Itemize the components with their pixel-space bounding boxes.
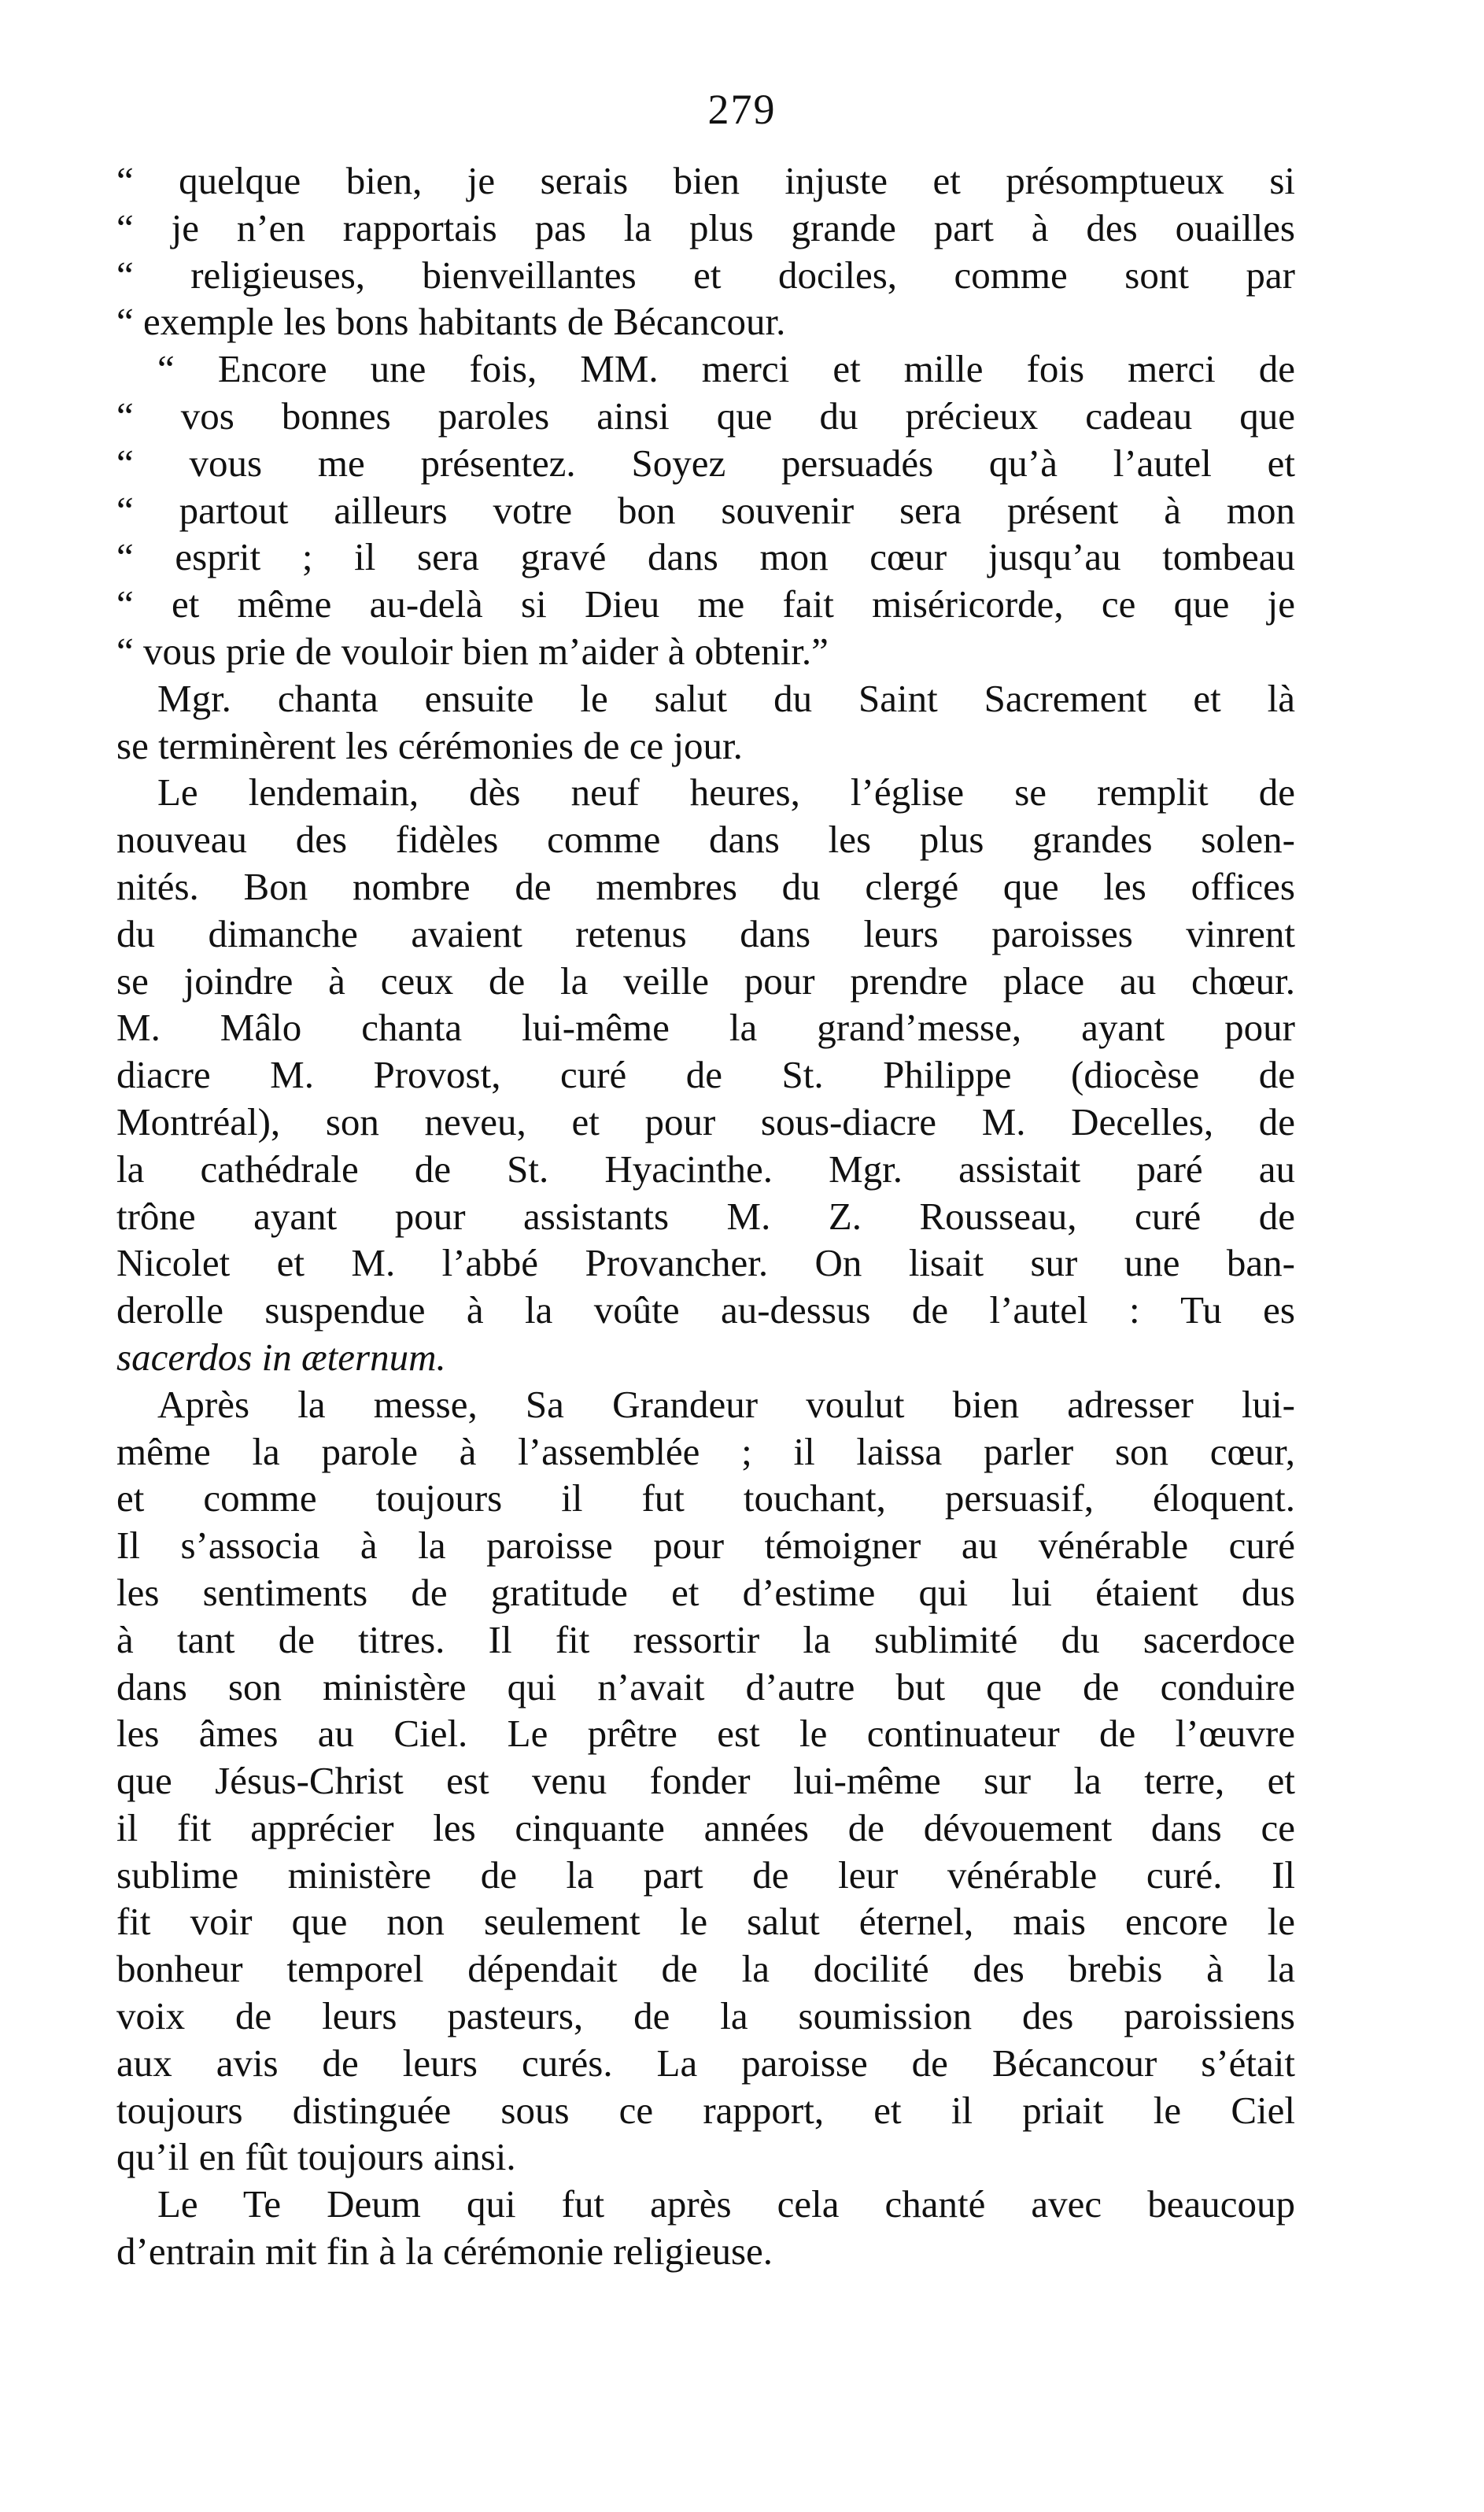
text-line: derolle suspendue à la voûte au-dessus de l’autel : Tu es xyxy=(116,1288,1295,1332)
text-line: M. Mâlo chanta lui-même la grand’messe, ayant pour xyxy=(116,1006,1295,1050)
text-line: nités. Bon nombre de membres du clergé que les offices xyxy=(116,864,1295,908)
text-line: “ je n’en rapportais pas la plus grande part à des ouailles xyxy=(116,205,1295,249)
text-line: les sentiments de gratitude et d’estime qui lui étaient dus xyxy=(116,1570,1295,1614)
text-line: Nicolet et M. l’abbé Provancher. On lisait sur une ban- xyxy=(116,1241,1295,1285)
text-line: à tant de titres. Il fit ressortir la sublimité du sacerdoce xyxy=(116,1617,1295,1661)
text-line: “ vous prie de vouloir bien m’aider à obtenir.” xyxy=(116,629,829,673)
text-line: qu’il en fût toujours ainsi. xyxy=(116,2135,516,2179)
text-line: il fit apprécier les cinquante années de dévouement dans ce xyxy=(116,1805,1295,1849)
text-line: Le Te Deum qui fut après cela chanté avec beaucoup xyxy=(157,2182,1295,2226)
text-line: que Jésus-Christ est venu fonder lui-même sur la terre, et xyxy=(116,1759,1295,1803)
text-line: toujours distinguée sous ce rapport, et il priait le Ciel xyxy=(116,2088,1295,2132)
text-line: dans son ministère qui n’avait d’autre but que de conduire xyxy=(116,1664,1295,1709)
text-line: diacre M. Provost, curé de St. Philippe (diocèse de xyxy=(116,1053,1295,1097)
text-line: sublime ministère de la part de leur vénérable curé. Il xyxy=(116,1853,1295,1897)
text-line: se terminèrent les cérémonies de ce jour. xyxy=(116,723,743,767)
text-line: Montréal), son neveu, et pour sous-diacre M. Decelles, de xyxy=(116,1099,1295,1143)
text-line: sacerdos in æternum. xyxy=(116,1335,446,1379)
text-line: “ vous me présentez. Soyez persuadés qu’à l’autel et xyxy=(116,441,1295,485)
text-line: “ partout ailleurs votre bon souvenir sera présent à mon xyxy=(116,488,1295,532)
text-line: se joindre à ceux de la veille pour prendre place au chœur. xyxy=(116,959,1295,1003)
text-line: la cathédrale de St. Hyacinthe. Mgr. assistait paré au xyxy=(116,1147,1295,1191)
text-line: “ quelque bien, je serais bien injuste et présomptueux si xyxy=(116,159,1295,202)
text-line: voix de leurs pasteurs, de la soumission des paroissiens xyxy=(116,1994,1295,2038)
text-line: “ religieuses, bienveillantes et dociles, comme sont par xyxy=(116,253,1295,297)
text-line: aux avis de leurs curés. La paroisse de Bécancour s’était xyxy=(116,2041,1295,2085)
text-line: Après la messe, Sa Grandeur voulut bien adresser lui- xyxy=(157,1382,1295,1426)
text-line: même la parole à l’assemblée ; il laissa parler son cœur, xyxy=(116,1429,1295,1473)
text-line: trône ayant pour assistants M. Z. Rousseau, curé de xyxy=(116,1194,1295,1238)
text-line: Il s’associa à la paroisse pour témoigner au vénérable curé xyxy=(116,1524,1295,1568)
text-line: bonheur temporel dépendait de la docilité des brebis à la xyxy=(116,1947,1295,1991)
text-line: d’entrain mit fin à la cérémonie religieuse. xyxy=(116,2229,773,2274)
text-line: “ exemple les bons habitants de Bécancour. xyxy=(116,300,786,344)
body-text xyxy=(116,157,1295,2275)
text-line: fit voir que non seulement le salut éternel, mais encore le xyxy=(116,1900,1295,1944)
text-line: “ esprit ; il sera gravé dans mon cœur jusqu’au tombeau xyxy=(116,535,1295,579)
text-line: Mgr. chanta ensuite le salut du Saint Sacrement et là xyxy=(157,676,1295,720)
page-number: 279 xyxy=(707,86,777,133)
text-line: et comme toujours il fut touchant, persuasif, éloquent. xyxy=(116,1476,1295,1520)
text-line: Le lendemain, dès neuf heures, l’église se remplit de xyxy=(157,770,1295,815)
text-line: “ vos bonnes paroles ainsi que du précieux cadeau que xyxy=(116,393,1295,438)
text-line: du dimanche avaient retenus dans leurs paroisses vinrent xyxy=(116,911,1295,955)
text-line: les âmes au Ciel. Le prêtre est le continuateur de l’œuvre xyxy=(116,1712,1295,1756)
text-line: “ et même au-delà si Dieu me fait miséricorde, ce que je xyxy=(116,582,1295,626)
text-line: “ Encore une fois, MM. merci et mille fois merci de xyxy=(157,347,1295,391)
text-line: nouveau des fidèles comme dans les plus grandes solen- xyxy=(116,818,1295,862)
